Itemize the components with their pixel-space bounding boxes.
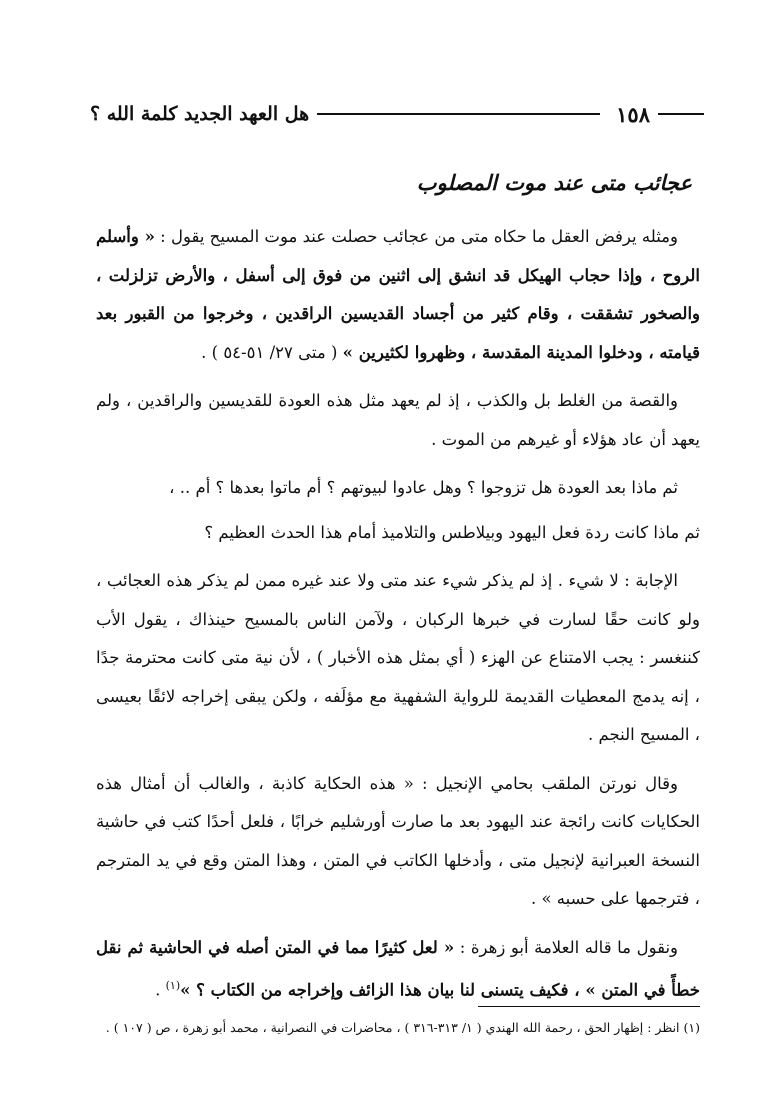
body-text [96,218,700,1020]
paragraph-5: وقال نورتن الملقب بحامي الإنجيل : « هذه الحكاية كاذبة ، والغالب أن أمثال هذه الحكايات كانت رائجة عند اليهود بعد ما صارت أورشليم خرابًا ، فلعل أحدًا كتب في حاشية النسخة العبرانية لإنجيل متى ، وأدخلها الكاتب في المتن ، وهذا المتن وقع في يد المترجم ، فترجمها على حسبه » . [96,773,700,908]
header-rule-short [658,113,704,115]
paragraph-4: الإجابة : لا شيء . إذ لم يذكر شيء عند متى ولا عند غيره ممن لم يذكر هذه العجائب ، ولو كانت حقًا لسارت في خبرها الركبان ، ولآمن الناس بالمسيح حينذاك ، يقول الأب كننغسر : يجب الامتناع عن الهزء ( أي بمثل هذه الأخبار ) ، لأن نية متى كانت محترمة جدًا ، إنه يدمج المعطيات القديمة للرواية الشفهية مع مؤلَفه ، ولكن يبقى إخراجه لائقًا بعيسى ، المسيح النجم . [96,571,700,744]
paragraph-3-line-2: ثم ماذا كانت ردة فعل اليهود وبيلاطس والتلاميذ أمام هذا الحدث العظيم ؟ [204,522,700,542]
paragraph-6-intro: ونقول ما قاله العلامة أبو زهرة : [454,937,678,957]
paragraph-2: والقصة من الغلط بل والكذب ، إذ لم يعهد مثل هذه العودة للقديسين والراقدين ، ولم يعهد أن عاد هؤلاء أو غيرهم من الموت . [96,391,700,449]
paragraph-6-end: . [155,980,166,1000]
paragraph-6 [96,929,700,1011]
matthew-quote: « وأسلم الروح ، وإذا حجاب الهيكل قد انشق إلى اثنين من فوق إلى أسفل ، والأرض تزلزلت ، والصخور تشققت ، وقام كثير من أجساد القديسين الراقدين ، وخرجوا من القبور بعد قيامته ، ودخلوا المدينة المقدسة ، وظهروا لكثيرين » [96,227,700,362]
paragraph-1 [96,218,700,372]
section-heading: عجائب متى عند موت المصلوب [416,170,692,195]
abu-zahra-quote: « لعل كثيرًا مما في المتن أصله في الحاشية ثم نقل خطأً في المتن » ، فكيف يتسنى لنا بيان هذا الزائف وإخراجه من الكتاب ؟ » [96,937,700,1000]
footnote-marker: (١) [165,979,181,992]
header-rule-long [317,113,600,115]
running-title: هل العهد الجديد كلمة الله ؟ [90,103,310,125]
footnote-separator [478,1006,700,1007]
footnote: (١) انظر : إظهار الحق ، رحمة الله الهندي ( ١/ ٣١٣-٣١٦ ) ، محاضرات في النصرانية ، محمد أبو زهرة ، ص ( ١٠٧ ) . [105,1020,700,1035]
paragraph-3-line-1: ثم ماذا بعد العودة هل تزوجوا ؟ وهل عادوا لبيوتهم ؟ أم ماتوا بعدها ؟ أم .. ، [169,478,678,497]
page-number: ١٥٨ [616,101,650,127]
matthew-reference: ( متى ٢٧/ ٥١-٥٤ ) . [201,342,343,362]
running-header [90,96,704,132]
paragraph-1-intro: ومثله يرفض العقل ما حكاه متى من عجائب حصلت عند موت المسيح يقول : [154,227,678,246]
